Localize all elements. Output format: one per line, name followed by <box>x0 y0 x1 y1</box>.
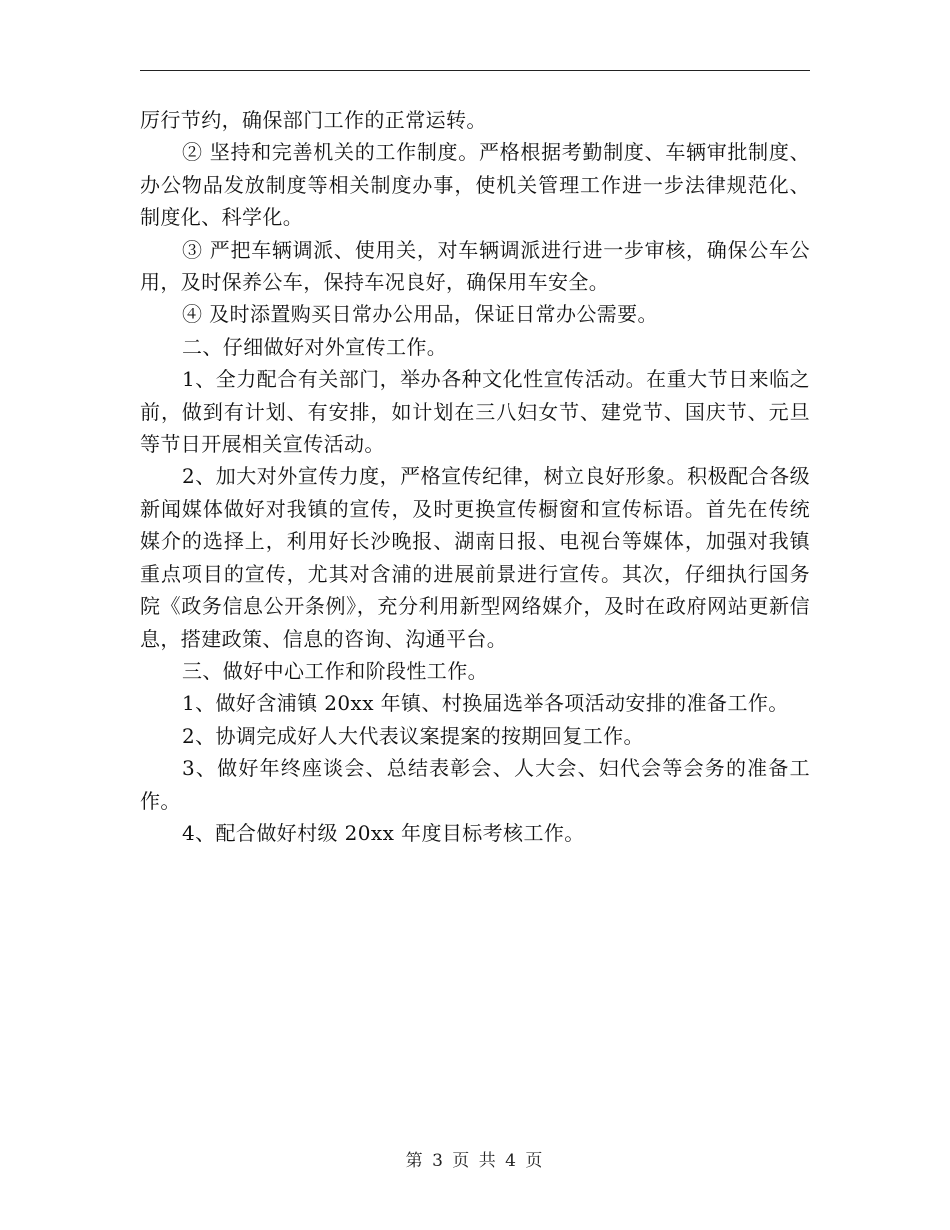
paragraph-5: 1、全力配合有关部门，举办各种文化性宣传活动。在重大节日来临之前，做到有计划、有安排，如计划在三八妇女节、建党节、国庆节、元旦等节日开展相关宣传活动。 <box>140 367 810 457</box>
paragraph-9: 3、做好年终座谈会、总结表彰会、人大会、妇代会等会务的准备工作。 <box>140 756 810 813</box>
paragraph-7: 1、做好含浦镇 20xx 年镇、村换届选举各项活动安排的准备工作。 <box>182 691 789 716</box>
document-body <box>140 104 810 849</box>
paragraph-8: 2、协调完成好人大代表议案提案的按期回复工作。 <box>182 723 644 748</box>
paragraph-2: ② 坚持和完善机关的工作制度。严格根据考勤制度、车辆审批制度、办公物品发放制度等相关制度办事，使机关管理工作进一步法律规范化、制度化、科学化。 <box>140 140 810 230</box>
section-heading-2: 二、仔细做好对外宣传工作。 <box>182 334 448 359</box>
paragraph-4: ④ 及时添置购买日常办公用品，保证日常办公需要。 <box>182 302 658 327</box>
header-rule <box>140 70 810 71</box>
paragraph-3: ③ 严把车辆调派、使用关，对车辆调派进行进一步审核，确保公车公用，及时保养公车，保持车况良好，确保用车安全。 <box>140 237 810 295</box>
paragraph-1: 厉行节约，确保部门工作的正常运转。 <box>140 108 487 132</box>
section-heading-3: 三、做好中心工作和阶段性工作。 <box>182 658 488 683</box>
paragraph-10: 4、配合做好村级 20xx 年度目标考核工作。 <box>182 820 585 845</box>
page-number: 第 3 页 共 4 页 <box>405 1151 545 1171</box>
paragraph-6: 2、加大对外宣传力度，严格宣传纪律，树立良好形象。积极配合各级新闻媒体做好对我镇的宣传，及时更换宣传橱窗和宣传标语。首先在传统媒介的选择上，利用好长沙晚报、湖南日报、电视台等媒体，加强对我镇重点项目的宣传，尤其对含浦的进展前景进行宣传。其次，仔细执行国务院《政务信息公开条例》，充分利用新型网络媒介，及时在政府网站更新信息，搭建政策、信息的咨询、沟通平台。 <box>140 464 810 651</box>
